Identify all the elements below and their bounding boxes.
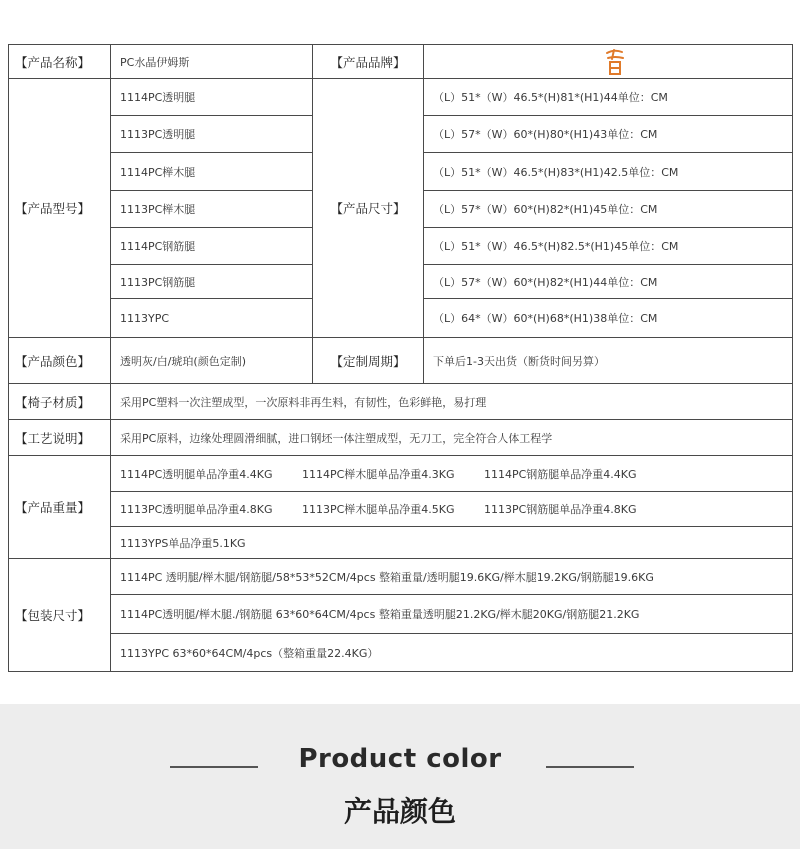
table-row	[9, 79, 793, 116]
brand-value	[424, 45, 793, 79]
weight-item: 1114PC透明腿单品净重4.4KG	[120, 467, 273, 481]
weight-item: 1113PC榉木腿单品净重4.5KG	[302, 503, 455, 516]
size-cell: （L）51*（W）46.5*(H)83*(H1)42.5单位：CM	[424, 153, 793, 191]
weight-item: 1113PC透明腿单品净重4.8KG	[120, 503, 273, 516]
table-row	[9, 45, 793, 79]
weight-label: 【产品重量】	[9, 456, 111, 559]
table-row	[9, 527, 793, 559]
table-row	[9, 456, 793, 492]
weight-row	[111, 492, 793, 527]
table-row	[9, 420, 793, 456]
size-cell: （L）64*（W）60*(H)68*(H1)38单位：CM	[424, 299, 793, 338]
section-title-cn: 产品颜色	[343, 795, 456, 828]
table-row	[9, 634, 793, 672]
craft-label: 【工艺说明】	[9, 420, 111, 456]
model-label: 【产品型号】	[9, 79, 111, 338]
section-title-en: Product color	[298, 744, 502, 774]
model-cell: 1114PC透明腿	[111, 79, 313, 116]
brand-label: 【产品品牌】	[313, 45, 424, 79]
model-cell: 1113PC透明腿	[111, 116, 313, 153]
weight-item: 1114PC钢筋腿单品净重4.4KG	[484, 467, 637, 481]
model-cell: 1114PC钢筋腿	[111, 228, 313, 265]
model-cell: 1114PC榉木腿	[111, 153, 313, 191]
craft-value: 采用PC原料，边缘处理圆滑细腻，进口钢坯一体注塑成型，无刀工，完全符合人体工程学	[111, 420, 793, 456]
table-row	[9, 595, 793, 634]
color-value: 透明灰/白/琥珀(颜色定制)	[111, 338, 313, 384]
brand-logo	[604, 47, 626, 77]
size-cell: （L）57*（W）60*(H)80*(H1)43单位：CM	[424, 116, 793, 153]
weight-item: 1114PC榉木腿单品净重4.3KG	[302, 467, 455, 481]
table-row	[9, 338, 793, 384]
size-cell: （L）57*（W）60*(H)82*(H1)45单位：CM	[424, 191, 793, 228]
package-row: 1114PC 透明腿/榉木腿/钢筋腿/58*53*52CM/4pcs 整箱重量/透明腿19.6KG/榉木腿19.2KG/钢筋腿19.6KG	[111, 559, 793, 595]
size-label: 【产品尺寸】	[313, 79, 424, 338]
product-name-label: 【产品名称】	[9, 45, 111, 79]
cycle-label: 【定制周期】	[313, 338, 424, 384]
product-name-value: PC水晶伊姆斯	[111, 45, 313, 79]
cycle-value: 下单后1-3天出货（断货时间另算）	[424, 338, 793, 384]
table-row	[9, 384, 793, 420]
size-cell: （L）51*（W）46.5*(H)81*(H1)44单位：CM	[424, 79, 793, 116]
material-value: 采用PC塑料一次注塑成型，一次原料非再生料，有韧性，色彩鲜艳，易打理	[111, 384, 793, 420]
package-label: 【包装尺寸】	[9, 559, 111, 672]
package-row: 1113YPC 63*60*64CM/4pcs（整箱重量22.4KG）	[111, 634, 793, 672]
size-cell: （L）57*（W）60*(H)82*(H1)44单位：CM	[424, 265, 793, 299]
weight-item: 1113PC钢筋腿单品净重4.8KG	[484, 503, 637, 516]
size-cell: （L）51*（W）46.5*(H)82.5*(H1)45单位：CM	[424, 228, 793, 265]
model-cell: 1113PC榉木腿	[111, 191, 313, 228]
spec-table	[8, 44, 793, 672]
model-cell: 1113PC钢筋腿	[111, 265, 313, 299]
material-label: 【椅子材质】	[9, 384, 111, 420]
model-cell: 1113YPC	[111, 299, 313, 338]
weight-row	[111, 527, 793, 559]
weight-item: 1113YPS单品净重5.1KG	[120, 536, 246, 550]
spec-table-wrapper	[8, 44, 792, 672]
package-row: 1114PC透明腿/榉木腿./钢筋腿 63*60*64CM/4pcs 整箱重量透明腿21.2KG/榉木腿20KG/钢筋腿21.2KG	[111, 595, 793, 634]
table-row	[9, 492, 793, 527]
color-label: 【产品颜色】	[9, 338, 111, 384]
table-row	[9, 559, 793, 595]
weight-row	[111, 456, 793, 492]
